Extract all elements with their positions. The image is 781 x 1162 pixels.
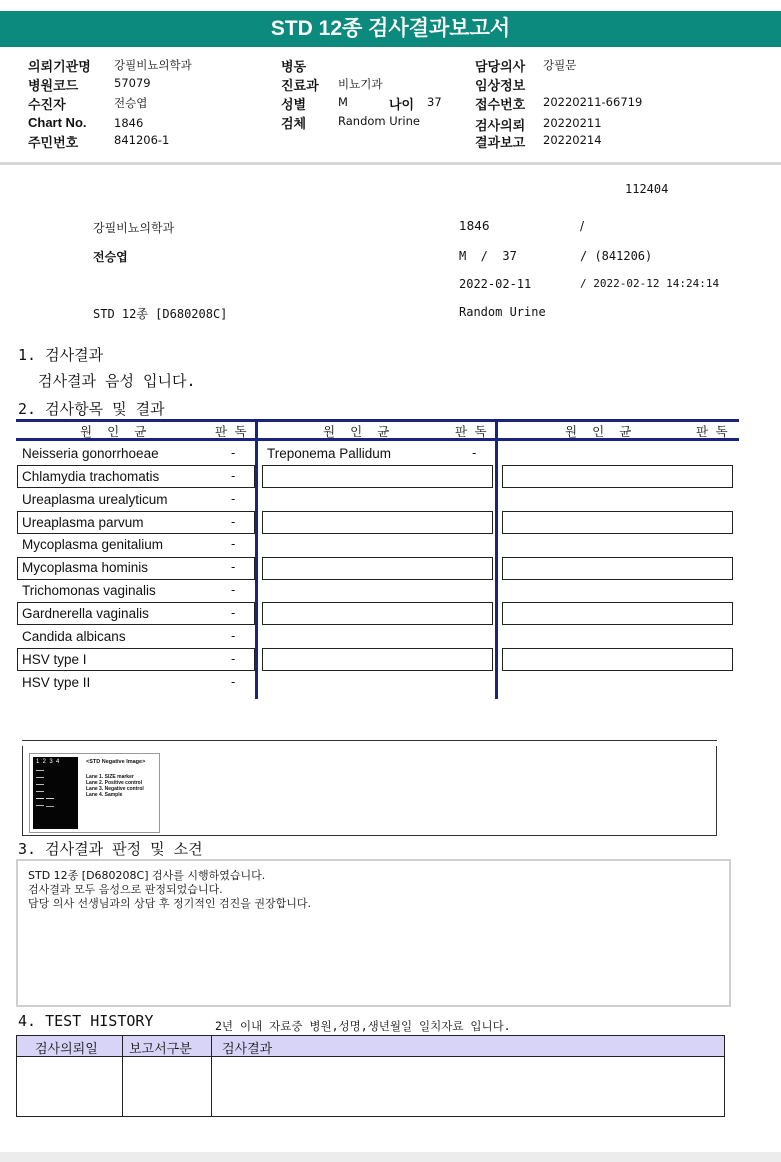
label-doctor: 담당의사 bbox=[475, 59, 526, 74]
value-hospital-code: 57079 bbox=[114, 76, 151, 90]
row-box bbox=[502, 465, 733, 488]
label-clinical-info: 임상정보 bbox=[475, 78, 526, 93]
organism-result: - bbox=[231, 583, 236, 597]
organism-name: HSV type I bbox=[22, 652, 87, 667]
section-1-result: 검사결과 음성 입니다. bbox=[38, 372, 196, 390]
row-box bbox=[262, 465, 493, 488]
organism-result: - bbox=[231, 675, 236, 689]
summary-birth: / (841206) bbox=[580, 249, 653, 263]
label-patient: 수진자 bbox=[28, 97, 66, 112]
summary-institution: 강필비뇨의학과 bbox=[93, 221, 175, 235]
organism-result: - bbox=[231, 652, 236, 666]
summary-specimen: Random Urine bbox=[459, 305, 546, 319]
summary-date-request: 2022-02-11 bbox=[459, 277, 532, 291]
organism-name: Trichomonas vaginalis bbox=[22, 583, 156, 598]
section-1-title: 1. 검사결과 bbox=[18, 346, 104, 364]
organism-name: Candida albicans bbox=[22, 629, 126, 644]
history-table bbox=[16, 1035, 725, 1117]
summary-code: 112404 bbox=[625, 182, 669, 196]
history-col-result: 검사결과 bbox=[222, 1042, 273, 1057]
organism-result: - bbox=[231, 560, 236, 574]
section-3-title: 3. 검사결과 판정 및 소견 bbox=[18, 840, 203, 858]
label-department: 진료과 bbox=[281, 78, 319, 93]
organism-name: Mycoplasma genitalium bbox=[22, 537, 164, 552]
value-receipt-no: 20220211-66719 bbox=[543, 95, 643, 109]
label-age: 나이 bbox=[389, 97, 415, 112]
gel-lane-numbers: 1 2 3 4 bbox=[36, 759, 60, 765]
opinion-box bbox=[16, 859, 731, 1007]
history-header-row bbox=[17, 1036, 724, 1057]
row-box bbox=[502, 557, 733, 580]
value-report-date: 20220214 bbox=[543, 133, 602, 147]
value-patient: 전승엽 bbox=[114, 96, 148, 110]
section-2-title: 2. 검사항목 및 결과 bbox=[18, 400, 165, 418]
history-note: 2년 이내 자료중 병원,성명,생년월일 일치자료 입니다. bbox=[215, 1019, 511, 1033]
organism-name: Mycoplasma hominis bbox=[22, 560, 149, 575]
row-box bbox=[502, 511, 733, 534]
organism-result: - bbox=[231, 629, 236, 643]
organism-result: - bbox=[231, 469, 236, 483]
value-age: 37 bbox=[427, 95, 442, 109]
summary-patient: 전승엽 bbox=[93, 250, 128, 264]
value-chart-no: 1846 bbox=[114, 116, 144, 130]
gel-legend-item: Lane 3. Negative control bbox=[86, 786, 144, 792]
col3-header-org: 원 인 균 bbox=[565, 424, 632, 439]
label-report-date: 결과보고 bbox=[475, 135, 526, 150]
value-institution: 강필비뇨의학과 bbox=[114, 58, 192, 72]
history-col-request-date: 검사의뢰일 bbox=[35, 1042, 98, 1057]
summary-slash: / bbox=[580, 219, 585, 233]
label-request-date: 검사의뢰 bbox=[475, 118, 526, 133]
value-doctor: 강필문 bbox=[543, 58, 577, 72]
gel-title: <STD Negative Image> bbox=[86, 759, 146, 765]
grid-divider-1 bbox=[255, 419, 258, 699]
value-department: 비뇨기과 bbox=[338, 77, 383, 91]
opinion-line: 검사결과 모두 음성으로 판정되었습니다. bbox=[28, 883, 223, 896]
row-box bbox=[262, 557, 493, 580]
label-ward: 병동 bbox=[281, 59, 307, 74]
value-id-no: 841206-1 bbox=[114, 133, 170, 147]
summary-date-report: / 2022-02-12 14:24:14 bbox=[580, 277, 720, 290]
gel-lanes-image bbox=[33, 757, 78, 829]
patient-header bbox=[0, 47, 781, 165]
label-specimen: 검체 bbox=[281, 116, 307, 131]
report-title: STD 12종 검사결과보고서 bbox=[0, 11, 781, 47]
row-box bbox=[262, 511, 493, 534]
organism-name: Gardnerella vaginalis bbox=[22, 606, 149, 621]
label-receipt-no: 접수번호 bbox=[475, 97, 526, 112]
history-col-report-type: 보고서구분 bbox=[129, 1042, 192, 1057]
image-top-rule bbox=[22, 740, 717, 741]
page-footer-bar bbox=[0, 1152, 781, 1162]
organism-name: Ureaplasma urealyticum bbox=[22, 492, 168, 507]
opinion-line: STD 12종 [D680208C] 검사를 시행하였습니다. bbox=[28, 869, 266, 882]
label-institution: 의뢰기관명 bbox=[28, 59, 91, 74]
value-sex: M bbox=[338, 95, 348, 109]
value-specimen: Random Urine bbox=[338, 114, 420, 128]
col1-header-res: 판 독 bbox=[215, 424, 247, 439]
value-request-date: 20220211 bbox=[543, 116, 602, 130]
organism-name: HSV type II bbox=[22, 675, 91, 690]
organism-result: - bbox=[231, 515, 236, 529]
label-sex: 성별 bbox=[281, 97, 307, 112]
summary-test-name: STD 12종 [D680208C] bbox=[93, 307, 228, 321]
row-box bbox=[262, 602, 493, 625]
summary-sex-age: M / 37 bbox=[459, 249, 517, 263]
section-4-title: 4. TEST HISTORY bbox=[18, 1012, 154, 1030]
label-hospital-code: 병원코드 bbox=[28, 78, 79, 93]
grid-divider-2 bbox=[495, 419, 498, 443]
gel-electrophoresis-image bbox=[29, 753, 160, 833]
summary-chart: 1846 bbox=[459, 219, 490, 233]
gel-legend-item: Lane 4. Sample bbox=[86, 792, 123, 798]
gel-legend-item: Lane 2. Positive control bbox=[86, 780, 143, 786]
gel-legend-item: Lane 1. SIZE marker bbox=[86, 774, 134, 780]
opinion-line: 담당 의사 선생님과의 상담 후 정기적인 검진을 권장합니다. bbox=[28, 897, 311, 910]
organism-name: Ureaplasma parvum bbox=[22, 515, 144, 530]
col1-header-org: 원 인 균 bbox=[80, 424, 147, 439]
organism-result: - bbox=[231, 492, 236, 506]
label-chart-no: Chart No. bbox=[28, 115, 87, 130]
history-col-divider bbox=[122, 1036, 123, 1116]
history-col-divider bbox=[211, 1036, 212, 1116]
col3-header-res: 판 독 bbox=[696, 424, 728, 439]
row-box bbox=[262, 648, 493, 671]
grid-divider-2b bbox=[495, 443, 498, 699]
label-id-no: 주민번호 bbox=[28, 135, 79, 150]
organism-result: - bbox=[231, 537, 236, 551]
col2-header-res: 판 독 bbox=[455, 424, 487, 439]
organism-name: Treponema Pallidum bbox=[267, 446, 392, 461]
row-box bbox=[502, 602, 733, 625]
organism-result: - bbox=[231, 446, 236, 460]
row-box bbox=[502, 648, 733, 671]
organism-result: - bbox=[472, 446, 477, 460]
organism-name: Neisseria gonorrhoeae bbox=[22, 446, 159, 461]
organism-result: - bbox=[231, 606, 236, 620]
col2-header-org: 원 인 균 bbox=[323, 424, 390, 439]
organism-name: Chlamydia trachomatis bbox=[22, 469, 160, 484]
